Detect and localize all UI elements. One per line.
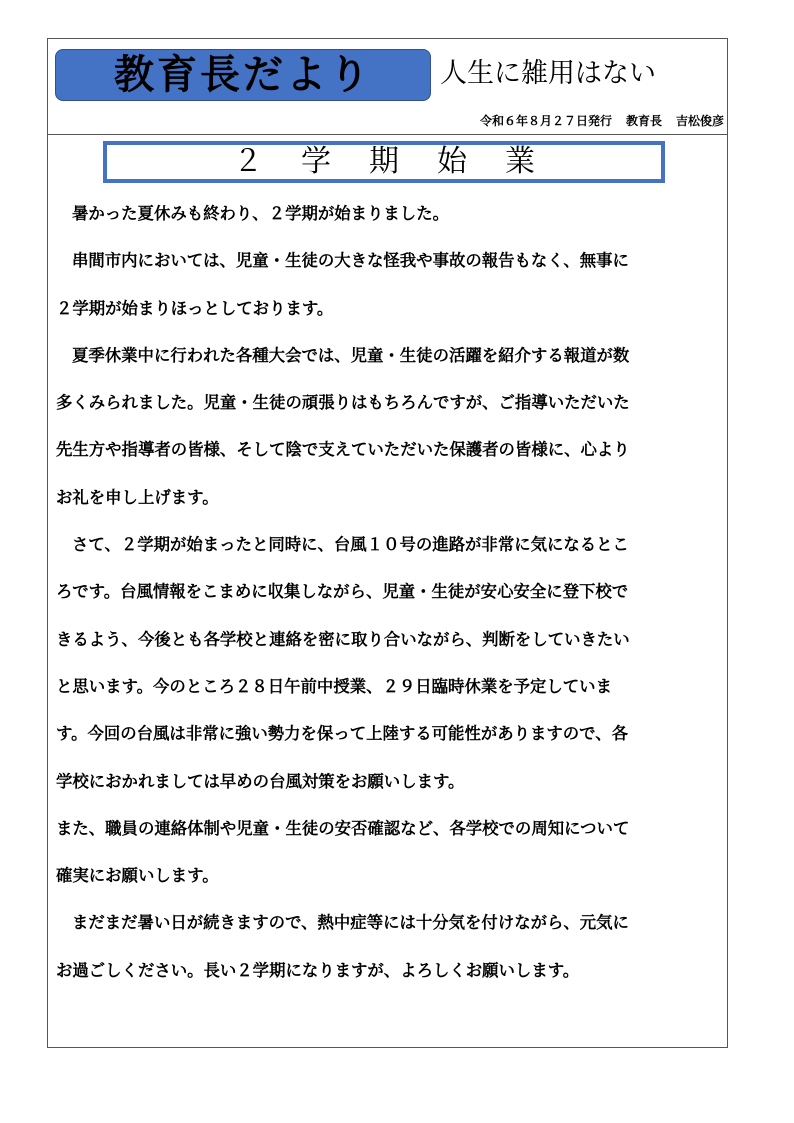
issue-date: 令和６年８月２７日発行 bbox=[479, 114, 612, 128]
body-line: さて、２学期が始まったと同時に、台風１０号の進路が非常に気になるとこ bbox=[72, 535, 629, 555]
body-line: 学校におかれましては早めの台風対策をお願いします。 bbox=[56, 771, 465, 791]
body-line: ろです。台風情報をこまめに収集しながら、児童・生徒が安心安全に登下校で bbox=[56, 582, 629, 602]
body-line: 夏季休業中に行われた各種大会では、児童・生徒の活躍を紹介する報道が数 bbox=[72, 345, 630, 365]
author-role: 教育長 bbox=[625, 114, 662, 128]
body-line: また、職員の連絡体制や児童・生徒の安否確認など、各学校での周知について bbox=[56, 818, 630, 838]
section-title: ２学期始業 bbox=[233, 144, 573, 179]
section-heading-box bbox=[103, 141, 665, 183]
newsletter-title: 教育長だより bbox=[114, 51, 372, 98]
body-line: お過ごしください。長い２学期になりますが、よろしくお願いします。 bbox=[56, 960, 580, 980]
author-name: 吉松俊彦 bbox=[675, 114, 724, 128]
issue-info bbox=[466, 115, 724, 127]
body-line: 多くみられました。児童・生徒の頑張りはもちろんですが、ご指導いただいた bbox=[56, 393, 630, 413]
body-line: まだまだ暑い日が続きますので、熱中症等には十分気を付けながら、元気に bbox=[72, 913, 629, 933]
header-divider bbox=[47, 134, 728, 135]
body-text bbox=[56, 190, 716, 994]
body-line: ２学期が始まりほっとしております。 bbox=[56, 298, 334, 318]
body-line: 確実にお願いします。 bbox=[56, 866, 219, 886]
body-line: 暑かった夏休みも終わり、２学期が始まりました。 bbox=[72, 204, 449, 223]
newsletter-subtitle: 人生に雑用はない bbox=[440, 58, 656, 89]
newsletter-title-box bbox=[55, 49, 431, 101]
body-line: お礼を申し上げます。 bbox=[56, 487, 219, 507]
body-line: 串間市内においては、児童・生徒の大きな怪我や事故の報告もなく、無事に bbox=[72, 251, 629, 271]
body-line: す。今回の台風は非常に強い勢力を保って上陸する可能性がありますので、各 bbox=[56, 724, 629, 744]
body-line: と思います。今のところ２８日午前中授業、２９日臨時休業を予定していま bbox=[56, 676, 612, 696]
body-line: きるよう、今後とも各学校と連絡を密に取り合いながら、判断をしていきたい bbox=[56, 629, 630, 649]
body-line: 先生方や指導者の皆様、そして陰で支えていただいた保護者の皆様に、心より bbox=[56, 440, 630, 460]
